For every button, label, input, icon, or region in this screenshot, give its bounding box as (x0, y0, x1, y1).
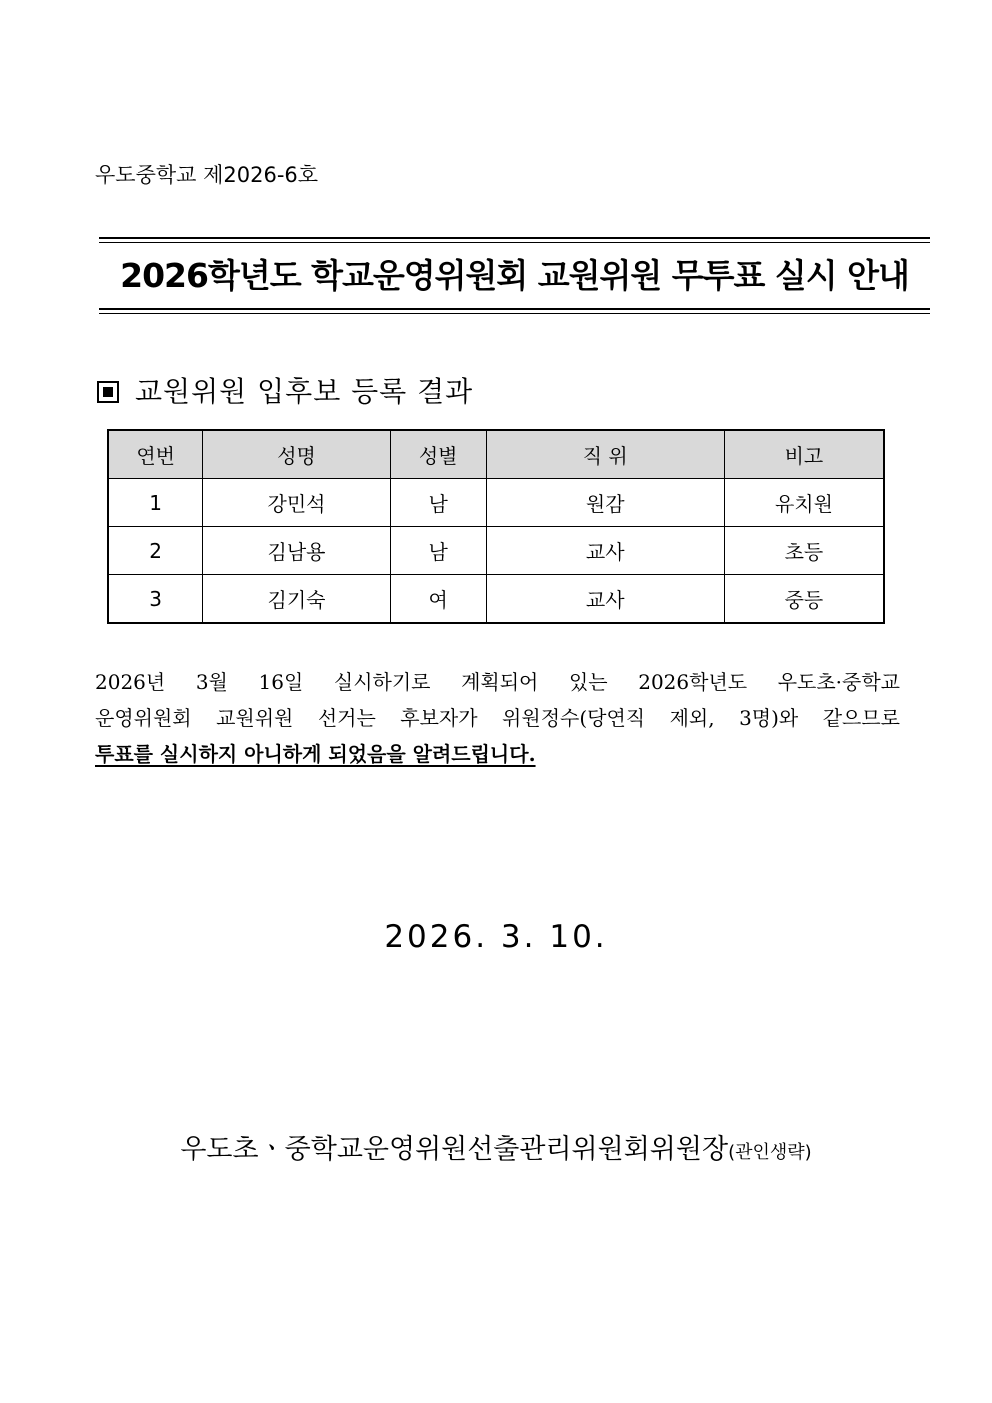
table-row (108, 575, 884, 624)
notice-line-3 (95, 736, 900, 772)
header-serial: 연번 (108, 430, 203, 479)
title-top-rule (99, 237, 930, 243)
table-header-row (108, 430, 884, 479)
section-heading-text: 교원위원 입후보 등록 결과 (135, 375, 474, 408)
document-date: 2026. 3. 10. (384, 919, 608, 955)
cell-name: 김기숙 (203, 575, 391, 624)
notice-line-1: 2026년 3월 16일 실시하기로 계획되어 있는 2026학년도 우도초·중학교 (95, 670, 900, 694)
signature-block (0, 1130, 992, 1173)
cell-serial: 2 (108, 527, 203, 575)
cell-gender: 여 (390, 575, 486, 624)
notice-emphasis: 투표를 실시하지 아니하게 되었음을 알려드립니다. (95, 742, 536, 766)
candidates-table (107, 429, 885, 624)
cell-remarks: 유치원 (724, 479, 884, 527)
header-name: 성명 (203, 430, 391, 479)
title-bottom-rule (99, 308, 930, 314)
notice-paragraph (95, 664, 900, 772)
cell-serial: 1 (108, 479, 203, 527)
cell-position: 교사 (486, 527, 724, 575)
document-title: 2026학년도 학교운영위원회 교원위원 무투표 실시 안내 (120, 256, 909, 295)
square-bullet-icon (97, 381, 119, 403)
notice-line-2: 운영위원회 교원위원 선거는 후보자가 위원정수(당연직 제외, 3명)와 같으므로 (95, 706, 900, 730)
signature-title: 우도초ㆍ중학교운영위원선출관리위원회위원장 (180, 1134, 729, 1165)
document-number: 우도중학교 제2026-6호 (95, 163, 319, 187)
table-row (108, 479, 884, 527)
header-remarks: 비고 (724, 430, 884, 479)
cell-remarks: 중등 (724, 575, 884, 624)
cell-name: 김남용 (203, 527, 391, 575)
section-heading (97, 372, 473, 412)
cell-name: 강민석 (203, 479, 391, 527)
table-row (108, 527, 884, 575)
cell-gender: 남 (390, 527, 486, 575)
header-gender: 성별 (390, 430, 486, 479)
header-position: 직 위 (486, 430, 724, 479)
cell-position: 교사 (486, 575, 724, 624)
cell-remarks: 초등 (724, 527, 884, 575)
cell-serial: 3 (108, 575, 203, 624)
cell-position: 원감 (486, 479, 724, 527)
cell-gender: 남 (390, 479, 486, 527)
seal-note: (관인생략) (728, 1142, 812, 1163)
